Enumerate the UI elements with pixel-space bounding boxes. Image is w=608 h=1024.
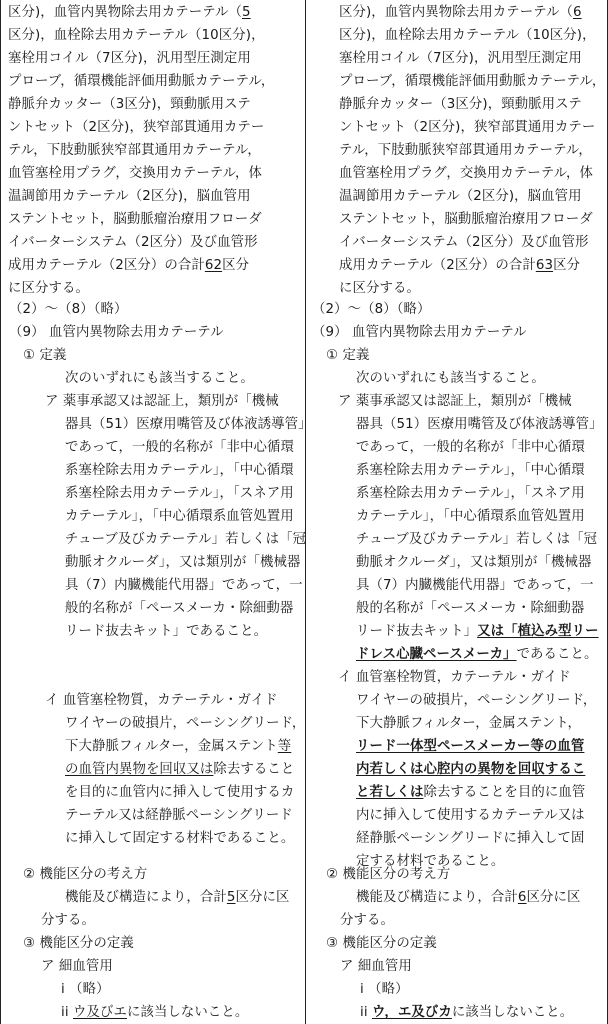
right-text-line: 静脈弁カッター（3区分)，頸動脈用ステ (339, 97, 582, 112)
right-text-line: i （略） (360, 982, 409, 997)
left-text-line: テーテル又は経静脈ペーシングリード (65, 808, 293, 823)
right-text-line: 区分)，血管内異物除去用カテーテル（6 (339, 5, 582, 20)
right-text-line: 系塞栓除去用カテーテル」，「スネア用 (356, 486, 585, 501)
left-text-line: 血管塞栓用プラグ，交換用カテーテル，体 (8, 166, 263, 181)
left-text-line: であって，一般的名称が「非中心循環 (65, 440, 294, 455)
right-text-line: 血管塞栓用プラグ，交換用カテーテル，体 (339, 166, 594, 181)
right-text-line: ア 薬事承認又は認証上，類別が「機械 (338, 394, 572, 409)
right-text-line: 系塞栓除去用カテーテル」，「中心循環 (356, 463, 585, 478)
right-text-line: 定する材料であること。 (356, 854, 505, 869)
right-text-line: ステントセット，脳動脈瘤治療用フローダ (339, 212, 593, 227)
right-text-line: ドレス心臓ペースメーカ」であること。 (356, 647, 598, 662)
right-text-line: ② 機能区分の考え方 (326, 867, 451, 882)
right-text-line: （9） 血管内異物除去用カテーテル (312, 325, 527, 340)
left-text-line: （9） 血管内異物除去用カテーテル (9, 325, 224, 340)
right-text-line: と若しくは除去することを目的に血管 (356, 785, 586, 800)
right-text-line: ③ 機能区分の定義 (326, 936, 437, 951)
left-text-line: 成用カテーテル（2区分）の合計62区分 (8, 258, 250, 273)
left-text-line: i （略） (61, 982, 110, 997)
left-text-line: 器具（51）医療用嘴管及び体液誘導管」 (65, 417, 312, 432)
right-text-line: 温調節用カテーテル（2区分)，脳血管用 (339, 189, 582, 204)
left-text-line: 分する。 (41, 913, 95, 928)
left-text-line: 次のいずれにも該当すること。 (65, 371, 254, 386)
right-text-line: （2）～（8）（略） (312, 302, 431, 317)
right-text-line: 般的名称が「ペースメーカ・除細動器 (356, 601, 585, 616)
right-text-line: 区分)，血栓除去用カテーテル（10区分)， (339, 28, 596, 43)
right-text-line: ① 定義 (326, 348, 370, 363)
left-text-line: 塞栓用コイル（7区分)，汎用型圧測定用 (8, 51, 251, 66)
left-text-line: 動脈オクルーダ」，又は類別が「機械器 (65, 555, 301, 570)
left-text-line: を目的に血管内に挿入して使用するカ (65, 785, 295, 800)
left-text-line: ワイヤーの破損片，ペーシングリード， (65, 716, 306, 731)
right-text-line: リード抜去キット」又は「植込み型リー (356, 624, 599, 639)
right-text-line: 内に挿入して使用するカテーテル又は (356, 808, 585, 823)
right-text-line: 機能及び構造により，合計6区分に区 (356, 890, 581, 905)
left-text-line: （2）～（8）（略） (9, 302, 128, 317)
right-text-line: 動脈オクルーダ」，又は類別が「機械器 (356, 555, 592, 570)
right-column-revised (304, 0, 608, 1024)
left-text-line: 静脈弁カッター（3区分)，頸動脈用ステ (8, 97, 251, 112)
right-text-line: ントセット（2区分)，狭窄部貫通用カテー (339, 120, 596, 135)
left-text-line: ii ウ及びエに該当しないこと。 (61, 1005, 249, 1020)
right-text-line: 器具（51）医療用嘴管及び体液誘導管」 (356, 417, 603, 432)
right-text-line: イバーターシステム（2区分）及び血管形 (339, 235, 589, 250)
right-text-line: 次のいずれにも該当すること。 (356, 371, 545, 386)
right-text-line: 下大静脈フィルター，金属ステント， (356, 716, 582, 731)
left-text-line: 系塞栓除去用カテーテル」，「中心循環 (65, 463, 294, 478)
left-text-line: 区分)，血管内異物除去用カテーテル（5 (8, 5, 251, 20)
right-text-line: リード一体型ペースメーカー等の血管 (356, 739, 585, 754)
left-text-line: ア 細血管用 (41, 959, 113, 974)
left-text-line: 温調節用カテーテル（2区分)，脳血管用 (8, 189, 251, 204)
right-text-line: プローブ，循環機能評価用動脈カテーテル， (339, 74, 606, 89)
left-text-line: テル，下肢動脈狭窄部貫通用カテーテル， (8, 143, 261, 158)
right-text-line: カテーテル」，「中心循環系血管処置用 (356, 509, 585, 524)
right-text-line: 内若しくは心腔内の異物を回収するこ (356, 762, 586, 777)
left-text-line: ントセット（2区分)，狭窄部貫通用カテー (8, 120, 265, 135)
right-text-line: 具（7）内臓機能代用器」であって，一 (356, 578, 594, 593)
left-text-line: ① 定義 (23, 348, 67, 363)
left-text-line: に区分する。 (8, 281, 89, 296)
left-text-line: に挿入して固定する材料であること。 (65, 831, 295, 846)
left-text-line: 般的名称が「ペースメーカ・除細動器 (65, 601, 294, 616)
left-text-line: 機能及び構造により，合計5区分に区 (65, 890, 290, 905)
left-text-line: ア 薬事承認又は認証上，類別が「機械 (45, 394, 279, 409)
left-text-line: の血管内異物を回収又は除去すること (65, 762, 295, 777)
left-text-line: チューブ及びカテーテル」若しくは「冠 (65, 532, 307, 547)
left-text-line: イバーターシステム（2区分）及び血管形 (8, 235, 258, 250)
left-text-line: 区分)，血栓除去用カテーテル（10区分)， (8, 28, 265, 43)
right-text-line: ア 細血管用 (340, 959, 412, 974)
right-text-line: チューブ及びカテーテル」若しくは「冠 (356, 532, 598, 547)
left-text-line: プローブ，循環機能評価用動脈カテーテル， (8, 74, 275, 89)
left-text-line: ② 機能区分の考え方 (23, 867, 148, 882)
left-text-line: カテーテル」，「中心循環系血管処置用 (65, 509, 294, 524)
left-text-line: リード抜去キット」であること。 (65, 624, 268, 639)
right-text-line: ワイヤーの破損片，ペーシングリード， (356, 693, 597, 708)
left-text-line: イ 血管塞栓物質，カテーテル・ガイド (45, 693, 278, 708)
left-text-line: ③ 機能区分の定義 (23, 936, 134, 951)
right-text-line: テル，下肢動脈狭窄部貫通用カテーテル， (339, 143, 592, 158)
left-text-line: 具（7）内臓機能代用器」であって，一 (65, 578, 303, 593)
right-text-line: 成用カテーテル（2区分）の合計63区分 (339, 258, 581, 273)
right-text-line: であって，一般的名称が「非中心循環 (356, 440, 585, 455)
right-text-line: 分する。 (340, 913, 394, 928)
right-text-line: イ 血管塞栓物質，カテーテル・ガイド (338, 670, 571, 685)
right-text-line: 経静脈ペーシングリードに挿入して固 (356, 831, 585, 846)
left-text-line: 系塞栓除去用カテーテル」，「スネア用 (65, 486, 294, 501)
left-text-line: 下大静脈フィルター，金属ステント等 (65, 739, 292, 754)
right-text-line: に区分する。 (339, 281, 420, 296)
right-text-line: ii ウ，エ及びカに該当しないこと。 (360, 1005, 574, 1020)
left-text-line: ステントセット，脳動脈瘤治療用フローダ (8, 212, 262, 227)
right-text-line: 塞栓用コイル（7区分)，汎用型圧測定用 (339, 51, 582, 66)
